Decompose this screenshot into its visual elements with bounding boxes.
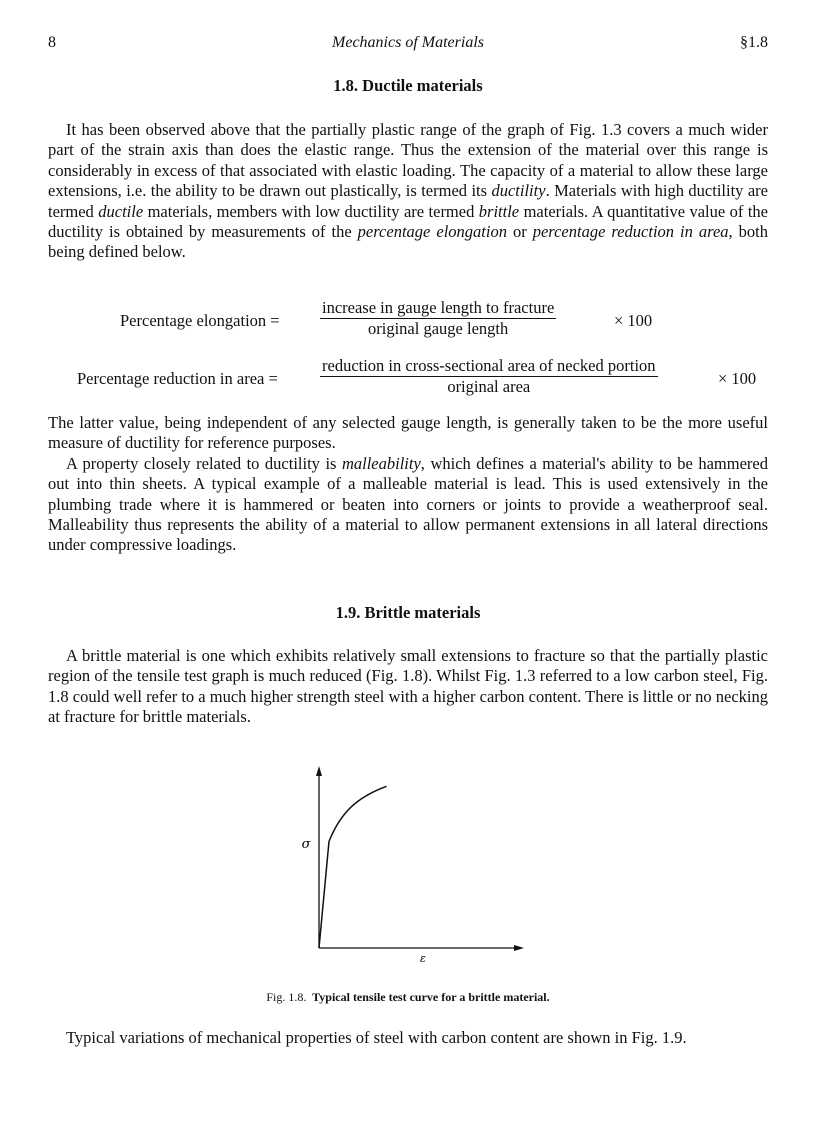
text-run: materials, members with low ductility are termed <box>143 201 479 221</box>
page-number: 8 <box>48 34 56 51</box>
equation-numerator: increase in gauge length to fracture <box>322 298 555 317</box>
equation-factor: × 100 <box>614 311 653 330</box>
text-run: It has been observed above that the partially plastic range of the graph of Fig. 1.3 covers a much wider part of the strain axis than does the elastic range. Thus the extension of the material over this range is considerably in excess of that associated with elastic loading. The capacity of a material to allow these large extensions, i.e. the ability to be drawn out plastically, is termed its <box>48 120 768 201</box>
latter-value-text: The latter value, being independent of any selected gauge length, is generally taken to be the more useful measure of ductility for reference purposes. <box>48 413 768 453</box>
term-malleability: malleability <box>341 453 421 473</box>
equation-percentage-reduction <box>0 356 816 402</box>
equation-denominator: original gauge length <box>368 319 509 338</box>
caption-label: Fig. 1.8. <box>266 990 307 1004</box>
running-title: Mechanics of Materials <box>332 34 484 51</box>
term-brittle: brittle <box>478 201 520 221</box>
term-percentage-elongation: percentage elongation <box>357 222 507 242</box>
x-axis-symbol: ε <box>420 952 426 962</box>
section-title-brittle: 1.9. Brittle materials <box>335 603 481 622</box>
figure-caption <box>0 990 816 1005</box>
text-run: or <box>506 222 533 242</box>
equation-factor: × 100 <box>718 369 757 388</box>
curve-segment-2 <box>329 786 387 841</box>
equation-numerator: reduction in cross-sectional area of necked portion <box>322 356 656 375</box>
closing-paragraph <box>48 1028 768 1048</box>
text-run: materials. A quantitative value of the ductility is obtained by measurements of the <box>48 201 768 242</box>
equation-label: Percentage elongation = <box>120 311 280 330</box>
equation-label: Percentage reduction in area = <box>77 369 278 388</box>
ductility-usefulness-paragraph <box>48 413 768 556</box>
text-run: , both being defined below. <box>48 222 768 262</box>
equation-percentage-elongation <box>0 298 816 344</box>
curve-group <box>319 786 387 948</box>
ductile-paragraph <box>48 120 768 263</box>
term-percentage-reduction: percentage reduction in area <box>532 222 729 242</box>
brittle-text: A brittle material is one which exhibits relatively small extensions to fracture so that the partially plastic region of the tensile test graph is much reduced (Fig. 1.8). Whilst Fig. 1.3 referred to a low carbon steel, Fig. 1.8 could well refer to a much higher strength steel with a higher carbon content. There is little or no necking at fracture for brittle materials. <box>48 646 768 727</box>
text-run: , which defines a material's ability to be hammered out into thin sheets. A typical example of a malleable material is lead. This is used extensively in the plumbing trade where it is hammered or beaten into corners or joints to provide a weatherproof seal. Malleability thus represents the ability of a material to allow permanent extensions in all lateral directions under compressive loadings. <box>48 453 768 555</box>
equation-denominator: original area <box>447 377 531 396</box>
brittle-paragraph <box>48 646 768 728</box>
y-axis-symbol: σ <box>301 837 311 852</box>
section-reference: §1.8 <box>740 34 768 51</box>
text-run: . Materials with high ductility are termed <box>48 181 768 221</box>
term-ductile: ductile <box>98 201 144 221</box>
tensile-curve-figure <box>290 762 540 962</box>
caption-text: Typical tensile test curve for a brittle material. <box>312 990 550 1004</box>
closing-text: Typical variations of mechanical properties of steel with carbon content are shown in Fig. 1.9. <box>66 1028 687 1047</box>
equation-fraction <box>320 356 658 397</box>
equation-fraction <box>320 298 556 339</box>
y-axis-arrow-icon <box>316 766 322 776</box>
x-axis-arrow-icon <box>514 945 524 951</box>
term-ductility: ductility <box>491 181 546 201</box>
text-run: A property closely related to ductility is <box>66 453 342 473</box>
section-title-ductile: 1.8. Ductile materials <box>333 76 483 95</box>
curve-segment-1 <box>319 841 329 948</box>
